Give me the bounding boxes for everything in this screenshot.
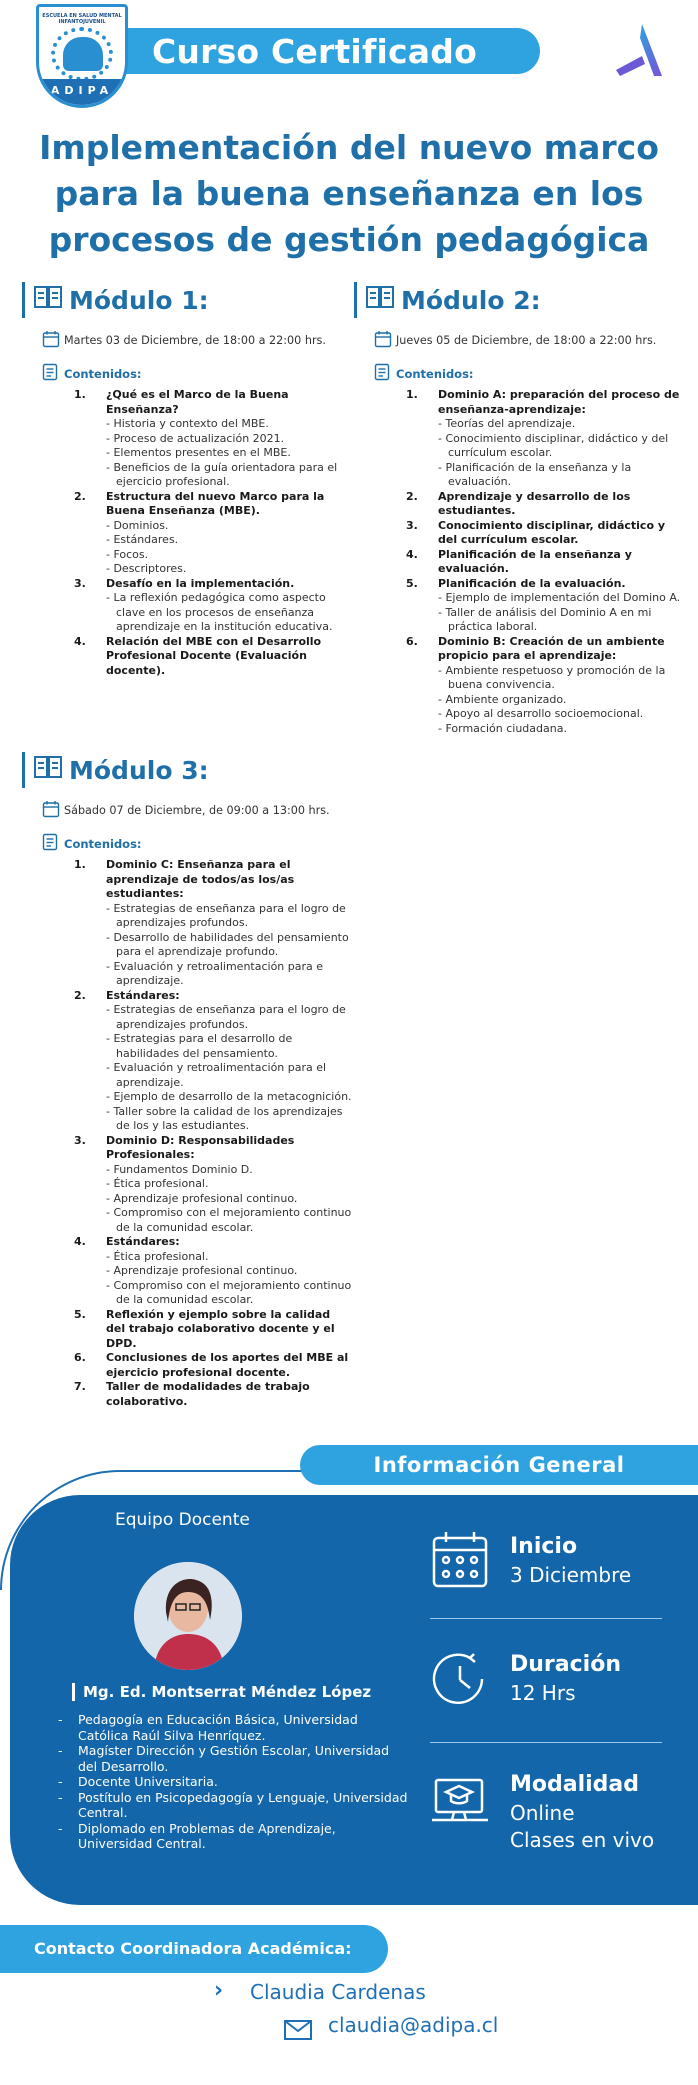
course-title: [0, 125, 698, 263]
credential-item: - Docente Universitaria.: [58, 1774, 408, 1790]
module-2: [354, 282, 684, 736]
item-number: 4.: [74, 1235, 86, 1248]
list-item: [74, 1235, 352, 1308]
contact-name: Claudia Cardenas: [250, 1980, 426, 2004]
sub-list: [106, 1163, 352, 1236]
teacher-name: Mg. Ed. Montserrat Méndez López: [72, 1683, 371, 1701]
item-number: 6.: [74, 1351, 86, 1364]
adipa-logo: [36, 4, 128, 108]
sub-item: - Taller de análisis del Dominio A en mi práctica laboral.: [438, 605, 652, 633]
stat-start: [430, 1530, 670, 1600]
sub-item: - Fundamentos Dominio D.: [106, 1162, 253, 1176]
sub-item: - Planificación de la enseñanza y la evaluación.: [438, 460, 632, 488]
module-date: Martes 03 de Diciembre, de 18:00 a 22:00 hrs.: [64, 334, 326, 347]
module-title: Módulo 2:: [401, 285, 541, 315]
item-number: 2.: [406, 489, 418, 503]
item-title: Dominio A: preparación del proceso de enseñanza-aprendizaje:: [438, 388, 680, 416]
contents-label: Contenidos:: [64, 366, 142, 381]
contents-row: [354, 363, 684, 384]
item-number: 6.: [406, 634, 418, 648]
sub-list: [106, 417, 352, 490]
title-line: Implementación del nuevo marco: [39, 128, 659, 167]
item-title: ¿Qué es el Marco de la Buena Enseñanza?: [106, 388, 289, 416]
stat-duration: [430, 1648, 670, 1718]
sub-item: - Focos.: [106, 547, 149, 561]
sub-item: - Proceso de actualización 2021.: [106, 431, 285, 445]
module-date-row: [22, 330, 352, 351]
calendar-icon: [374, 330, 392, 351]
sub-list: [106, 591, 352, 635]
list-item: [406, 519, 684, 548]
sub-item: - Apoyo al desarrollo socioemocional.: [438, 707, 644, 720]
list-icon: [42, 363, 60, 384]
list-item: [74, 989, 352, 1134]
mode-label: Modalidad: [510, 1772, 640, 1797]
module-header: [354, 282, 684, 318]
sub-item: - Elementos presentes en el MBE.: [106, 446, 291, 459]
sub-item: - Estrategias para el desarrollo de habilidades del pensamiento.: [106, 1032, 293, 1060]
sub-item: - Formación ciudadana.: [438, 721, 567, 735]
team-title: Equipo Docente: [115, 1510, 250, 1530]
title-line: para la buena enseñanza en los: [54, 174, 644, 213]
sub-list: [438, 417, 684, 490]
info-heading: Información General: [300, 1445, 698, 1485]
sub-item: - Estrategias de enseñanza para el logro de aprendizajes profundos.: [106, 1003, 346, 1031]
calendar-icon: [430, 1530, 492, 1592]
book-icon: [33, 283, 63, 317]
contents-row: [22, 363, 352, 384]
item-number: 1.: [406, 388, 418, 401]
clock-icon: [430, 1648, 492, 1710]
envelope-icon: [284, 2020, 312, 2040]
mode-value-online: Online: [510, 1801, 575, 1825]
list-item: [74, 1380, 352, 1409]
item-number: 1.: [74, 858, 86, 871]
list-item: [406, 548, 684, 577]
list-item: [74, 490, 352, 577]
list-item: [74, 858, 352, 989]
sub-item: - Ambiente organizado.: [438, 692, 567, 706]
chevron-right-icon: ›: [214, 1978, 224, 2003]
item-number: 2.: [74, 988, 86, 1002]
list-item: [406, 635, 684, 737]
sub-item: - Dominios.: [106, 518, 169, 532]
contents-list: [354, 388, 684, 736]
item-title: Taller de modalidades de trabajo colaborativo.: [106, 1380, 310, 1408]
contents-label: Contenidos:: [64, 836, 142, 851]
item-title: Relación del MBE con el Desarrollo Profesional Docente (Evaluación docente).: [106, 634, 322, 677]
list-item: [74, 1308, 352, 1352]
module-title: Módulo 3:: [69, 755, 209, 785]
list-item: [74, 388, 352, 490]
item-title: Estándares:: [106, 988, 180, 1002]
sub-list: [106, 519, 352, 577]
sub-item: - Estándares.: [106, 533, 179, 546]
sub-item: - Desarrollo de habilidades del pensamiento para el aprendizaje profundo.: [106, 930, 349, 958]
item-title: Dominio B: Creación de un ambiente propicio para el aprendizaje:: [438, 634, 665, 662]
teacher-photo: [134, 1562, 242, 1670]
sub-item: - Ambiente respetuoso y promoción de la buena convivencia.: [438, 663, 666, 691]
divider: [430, 1742, 662, 1743]
sub-item: - Historia y contexto del MBE.: [106, 417, 269, 430]
item-number: 3.: [74, 1133, 86, 1147]
start-label: Inicio: [510, 1534, 578, 1559]
item-title: Planificación de la enseñanza y evaluación.: [438, 547, 632, 575]
module-date-row: [354, 330, 684, 351]
item-title: Reflexión y ejemplo sobre la calidad del trabajo colaborativo docente y el DPD.: [106, 1307, 335, 1350]
logo-name: ADIPA: [39, 79, 125, 105]
credential-item: - Magíster Dirección y Gestión Escolar, Universidad del Desarrollo.: [58, 1743, 408, 1774]
duration-value: 12 Hrs: [510, 1681, 576, 1705]
module-header: [22, 752, 352, 788]
list-item: [74, 635, 352, 679]
item-title: Desafío en la implementación.: [106, 576, 295, 590]
sub-item: - Conocimiento disciplinar, didáctico y del currículum escolar.: [438, 431, 669, 459]
sub-item: - Ética profesional.: [106, 1249, 209, 1263]
sub-item: - Teorías del aprendizaje.: [438, 417, 576, 430]
sub-item: - Beneficios de la guía orientadora para el ejercicio profesional.: [106, 460, 338, 488]
list-item: [406, 388, 684, 490]
sub-item: - Compromiso con el mejoramiento continuo de la comunidad escolar.: [106, 1206, 352, 1234]
credential-item: - Diplomado en Problemas de Aprendizaje, Universidad Central.: [58, 1821, 408, 1852]
module-3: [22, 752, 352, 1409]
item-title: Estructura del nuevo Marco para la Buena Enseñanza (MBE).: [106, 489, 325, 517]
sub-item: - Ética profesional.: [106, 1177, 209, 1190]
credential-item: - Pedagogía en Educación Básica, Universidad Católica Raúl Silva Henríquez.: [58, 1712, 408, 1743]
item-number: 3.: [406, 518, 418, 532]
sub-item: - Evaluación y retroalimentación para el aprendizaje.: [106, 1061, 327, 1089]
stat-mode: [430, 1770, 670, 1860]
sub-item: - Ejemplo de desarrollo de la metacognición.: [106, 1090, 352, 1103]
sub-list: [106, 902, 352, 989]
item-number: 5.: [74, 1307, 86, 1321]
credential-item: - Postítulo en Psicopedagogía y Lenguaje, Universidad Central.: [58, 1790, 408, 1821]
module-header: [22, 282, 352, 318]
teacher-credentials: [58, 1712, 408, 1852]
sub-item: - Descriptores.: [106, 562, 187, 575]
list-item: [74, 1351, 352, 1380]
item-number: 1.: [74, 388, 86, 401]
graduation-laptop-icon: [430, 1770, 492, 1832]
item-title: Dominio D: Responsabilidades Profesionales:: [106, 1133, 295, 1161]
sub-item: - Estrategias de enseñanza para el logro de aprendizajes profundos.: [106, 901, 346, 929]
module-date-row: [22, 800, 352, 821]
sub-item: - Evaluación y retroalimentación para e aprendizaje.: [106, 959, 324, 987]
sub-list: [438, 591, 684, 635]
item-title: Conocimiento disciplinar, didáctico y del currículum escolar.: [438, 518, 666, 546]
module-title: Módulo 1:: [69, 285, 209, 315]
sub-item: - Compromiso con el mejoramiento continuo de la comunidad escolar.: [106, 1278, 352, 1306]
module-1: [22, 282, 352, 678]
module-date: Jueves 05 de Diciembre, de 18:00 a 22:00 hrs.: [396, 334, 657, 347]
item-title: Dominio C: Enseñanza para el aprendizaje de todos/as los/as estudiantes:: [106, 858, 295, 900]
title-line: procesos de gestión pedagógica: [48, 220, 650, 259]
book-icon: [33, 753, 63, 787]
list-item: [74, 577, 352, 635]
sub-item: - Aprendizaje profesional continuo.: [106, 1191, 298, 1205]
contents-list: [22, 388, 352, 678]
sub-item: - Ejemplo de implementación del Domino A.: [438, 591, 681, 604]
contents-label: Contenidos:: [396, 366, 474, 381]
module-date: Sábado 07 de Diciembre, de 09:00 a 13:00 hrs.: [64, 804, 330, 817]
item-title: Conclusiones de los aportes del MBE al ejercicio profesional docente.: [106, 1351, 349, 1379]
sub-list: [106, 1250, 352, 1308]
item-number: 4.: [74, 634, 86, 648]
list-item: [406, 490, 684, 519]
start-value: 3 Diciembre: [510, 1563, 632, 1587]
item-number: 7.: [74, 1380, 86, 1393]
item-title: Estándares:: [106, 1235, 180, 1248]
logo-school-text: ESCUELA EN SALUD MENTAL INFANTOJUVENIL: [42, 13, 122, 25]
sub-list: [106, 1003, 352, 1134]
list-item: [74, 1134, 352, 1236]
book-icon: [365, 283, 395, 317]
banner-title: Curso Certificado: [152, 32, 477, 71]
item-number: 2.: [74, 489, 86, 503]
list-item: [406, 577, 684, 635]
item-number: 3.: [74, 576, 86, 590]
list-icon: [42, 833, 60, 854]
sub-item: - Aprendizaje profesional continuo.: [106, 1264, 298, 1277]
contents-list: [22, 858, 352, 1409]
divider: [430, 1618, 662, 1619]
mode-value-live: Clases en vivo: [510, 1828, 655, 1852]
duration-label: Duración: [510, 1652, 621, 1677]
calendar-icon: [42, 800, 60, 821]
contact-email-link[interactable]: claudia@adipa.cl: [328, 2013, 499, 2037]
item-number: 4.: [406, 547, 418, 561]
contact-heading: Contacto Coordinadora Académica:: [0, 1925, 388, 1973]
item-title: Aprendizaje y desarrollo de los estudiantes.: [438, 489, 631, 517]
calendar-icon: [42, 330, 60, 351]
item-title: Planificación de la evaluación.: [438, 576, 626, 590]
brand-mark-icon: [612, 20, 668, 80]
item-number: 5.: [406, 576, 418, 590]
sub-list: [438, 664, 684, 737]
sub-item: - Taller sobre la calidad de los aprendizajes de los y las estudiantes.: [106, 1104, 343, 1132]
sub-item: - La reflexión pedagógica como aspecto clave en los procesos de enseñanza aprendizaje en la institución educativa.: [106, 591, 333, 633]
list-icon: [374, 363, 392, 384]
contents-row: [22, 833, 352, 854]
